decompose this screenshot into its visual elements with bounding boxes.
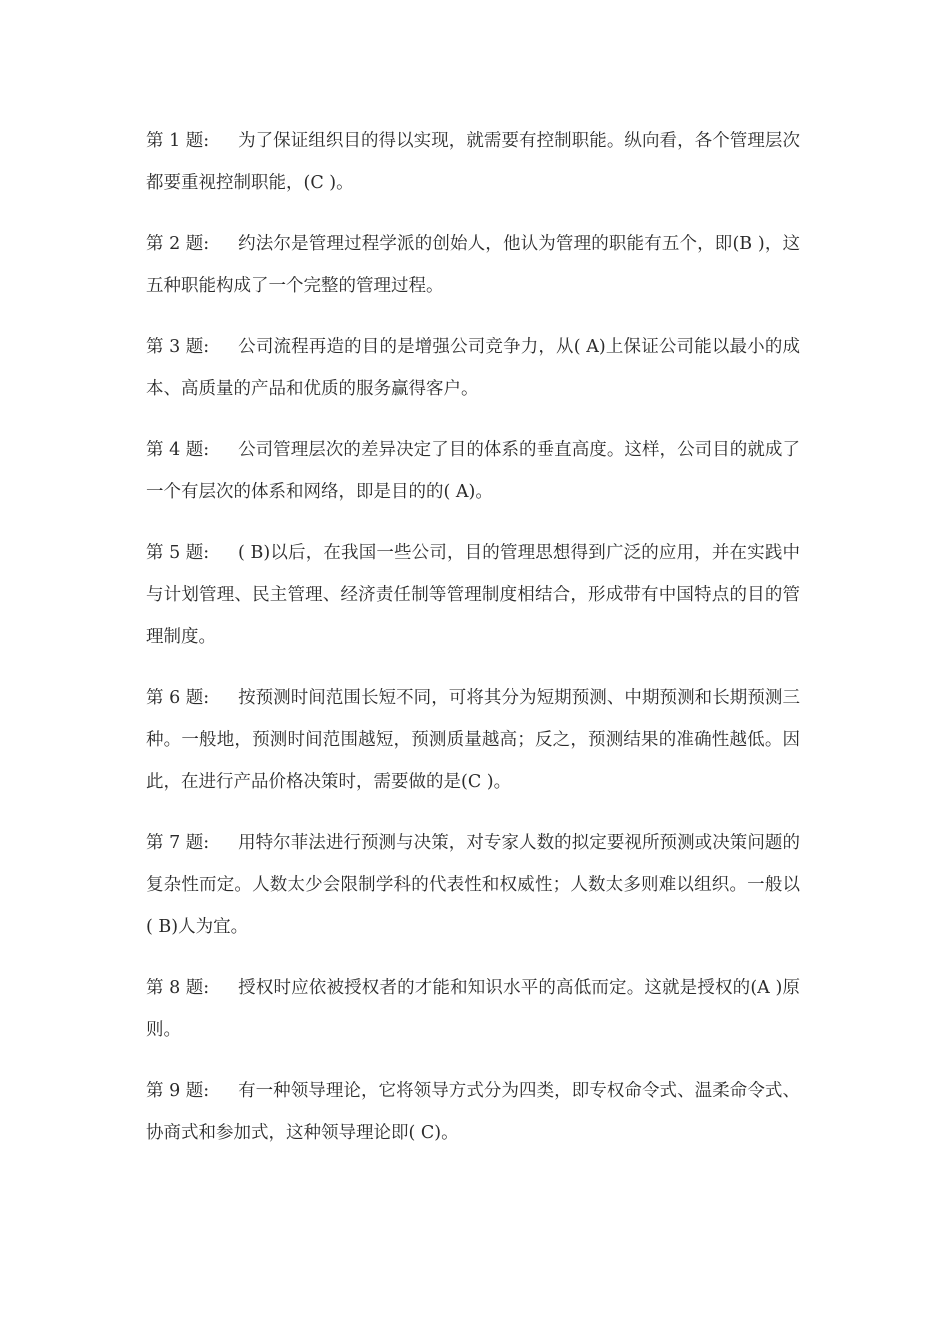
question-text: 约法尔是管理过程学派的创始人，他认为管理的职能有五个，即(B )，这五种职能构成了一个完整的管理过程。 <box>146 234 800 296</box>
question-number: 第 8 题: <box>146 978 210 998</box>
question-item <box>146 120 800 204</box>
question-text: 用特尔菲法进行预测与决策，对专家人数的拟定要视所预测或决策问题的复杂性而定。人数太少会限制学科的代表性和权威性；人数太多则难以组织。一般以( B)人为宜。 <box>146 833 800 937</box>
question-item <box>146 677 800 803</box>
question-text: 有一种领导理论，它将领导方式分为四类，即专权命令式、温柔命令式、协商式和参加式，这种领导理论即( C)。 <box>146 1081 800 1143</box>
question-text: 为了保证组织目的得以实现，就需要有控制职能。纵向看，各个管理层次都要重视控制职能，(C )。 <box>146 131 800 193</box>
question-text: 按预测时间范围长短不同，可将其分为短期预测、中期预测和长期预测三种。一般地，预测时间范围越短，预测质量越高；反之，预测结果的准确性越低。因此，在进行产品价格决策时，需要做的是(C )。 <box>146 688 800 792</box>
question-item <box>146 1070 800 1154</box>
question-text: ( B)以后，在我国一些公司，目的管理思想得到广泛的应用，并在实践中与计划管理、民主管理、经济责任制等管理制度相结合，形成带有中国特点的目的管理制度。 <box>146 543 800 647</box>
question-number: 第 1 题: <box>146 131 210 151</box>
question-number: 第 2 题: <box>146 234 210 254</box>
question-item <box>146 967 800 1051</box>
question-item <box>146 429 800 513</box>
question-number: 第 7 题: <box>146 833 210 853</box>
question-item <box>146 822 800 948</box>
question-number: 第 9 题: <box>146 1081 210 1101</box>
question-number: 第 4 题: <box>146 440 210 460</box>
question-list <box>146 120 800 1173</box>
question-item <box>146 532 800 658</box>
question-item <box>146 223 800 307</box>
question-number: 第 6 题: <box>146 688 210 708</box>
question-text: 授权时应依被授权者的才能和知识水平的高低而定。这就是授权的(A )原则。 <box>146 978 800 1040</box>
question-number: 第 5 题: <box>146 543 210 563</box>
question-number: 第 3 题: <box>146 337 210 357</box>
question-text: 公司流程再造的目的是增强公司竞争力，从( A)上保证公司能以最小的成本、高质量的产品和优质的服务赢得客户。 <box>146 337 800 399</box>
question-item <box>146 326 800 410</box>
question-text: 公司管理层次的差异决定了目的体系的垂直高度。这样，公司目的就成了一个有层次的体系和网络，即是目的的( A)。 <box>146 440 800 502</box>
